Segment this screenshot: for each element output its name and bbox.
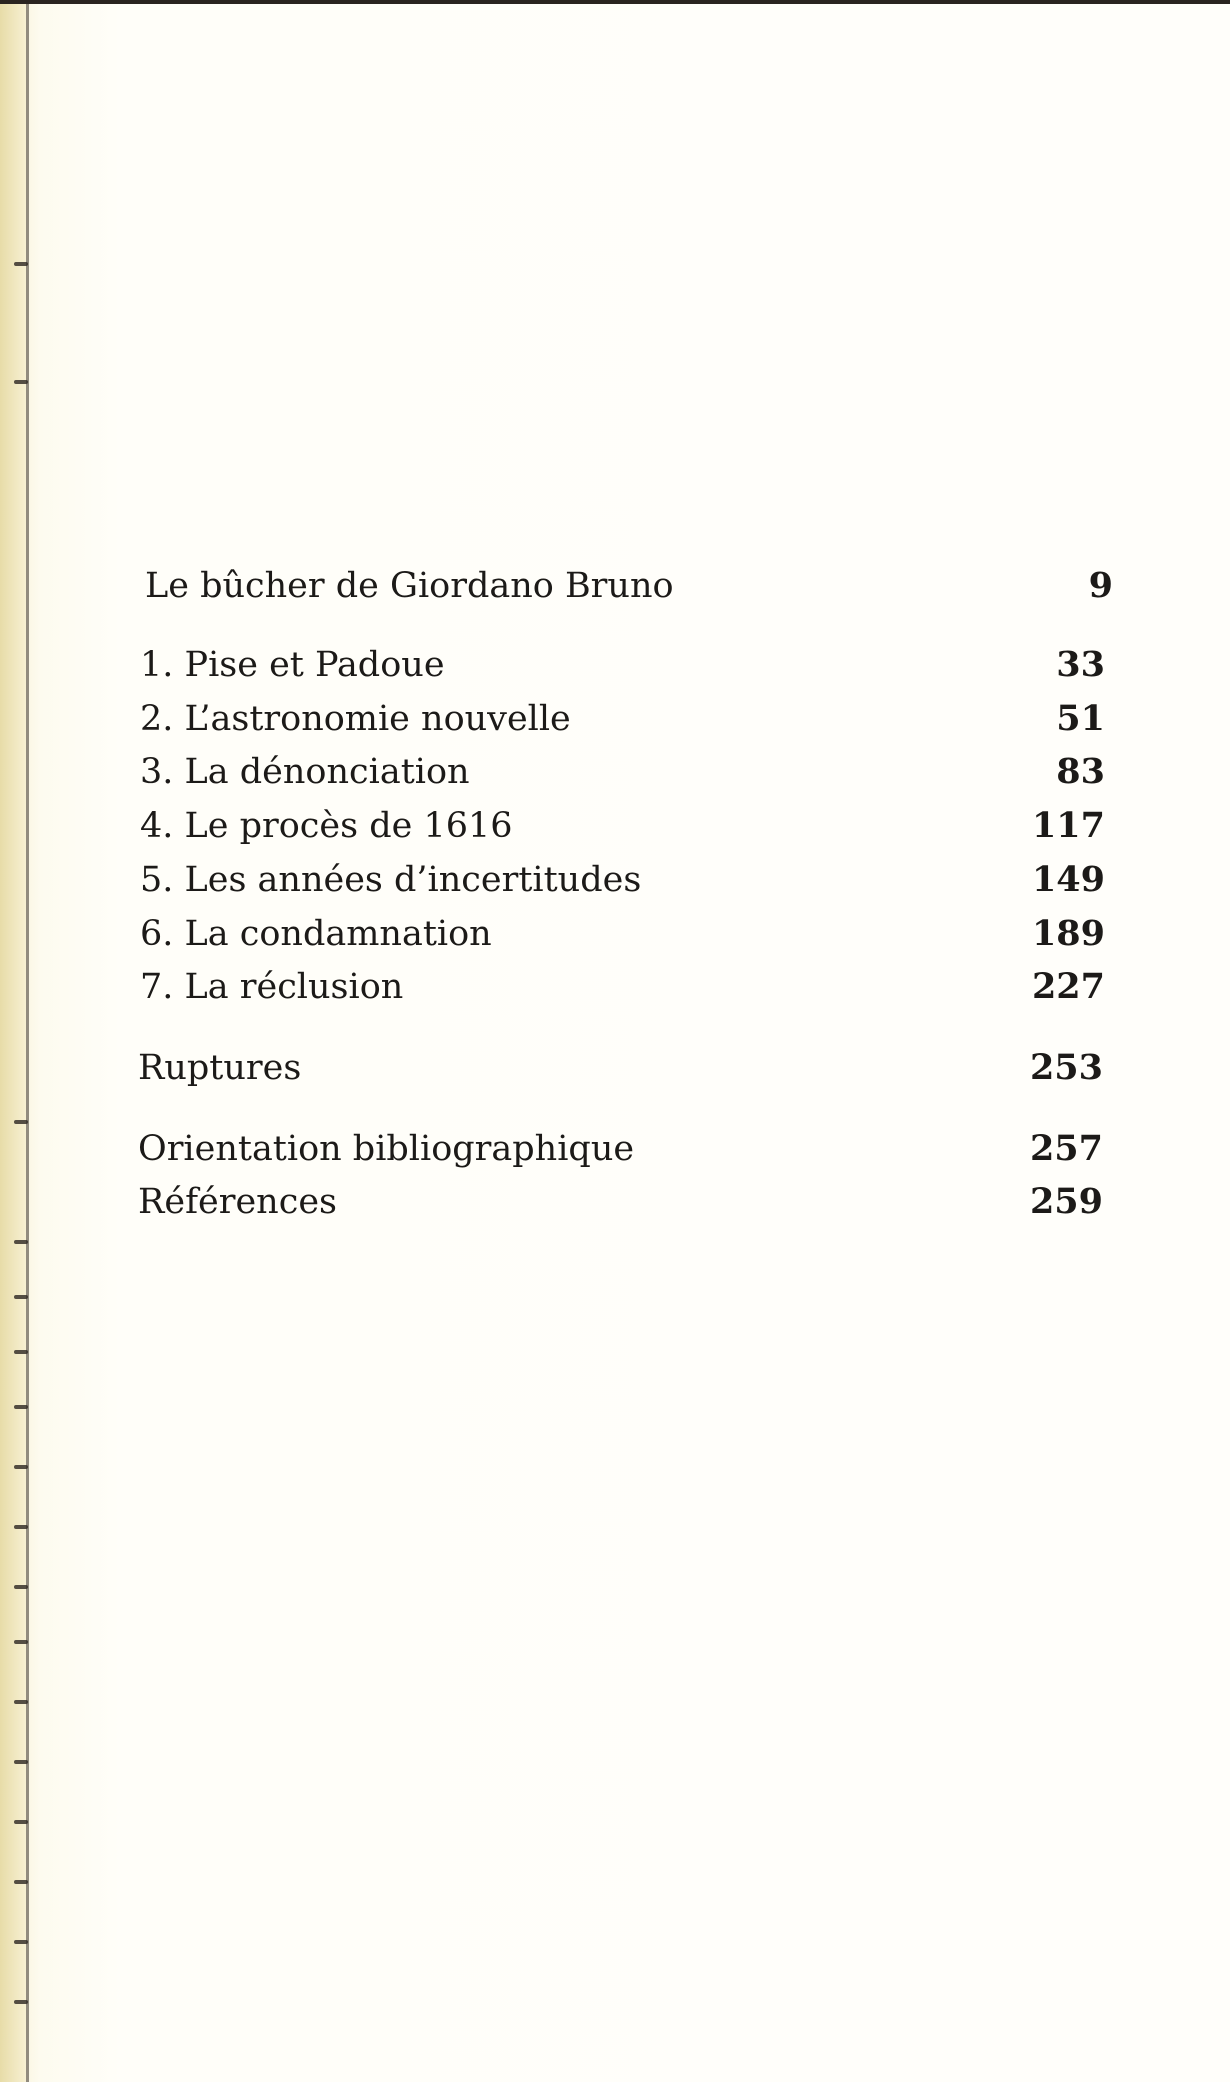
toc-entry-label: 5. Les années d’incertitudes [140, 860, 642, 900]
toc-entry-label: 4. Le procès de 1616 [140, 806, 513, 846]
toc-entry-page: 83 [1056, 751, 1105, 792]
toc-entry-page: 253 [1029, 1047, 1103, 1088]
toc-entry-page: 227 [1031, 966, 1105, 1007]
toc-entry-label: Le bûcher de Giordano Bruno [145, 566, 674, 606]
toc-entry-label: 3. La dénonciation [140, 752, 470, 792]
toc-entry-page: 189 [1031, 913, 1105, 954]
toc-entry-label: 1. Pise et Padoue [140, 645, 445, 685]
toc-entry-page: 149 [1031, 859, 1105, 900]
toc-entry-label: Références [138, 1182, 337, 1222]
toc-entry-page: 117 [1031, 805, 1105, 846]
toc-entry-page: 51 [1056, 698, 1105, 739]
toc-entry-label: 6. La condamnation [140, 914, 492, 954]
toc-entry-page: 259 [1029, 1181, 1103, 1222]
toc-entry-label: 2. L’astronomie nouvelle [140, 699, 571, 739]
toc-entry-label: Ruptures [138, 1048, 302, 1088]
toc-entry-page: 33 [1056, 644, 1105, 685]
toc-entry-page: 9 [1088, 565, 1113, 606]
toc-entry-label: Orientation bibliographique [138, 1129, 635, 1169]
toc-entry-page: 257 [1029, 1128, 1103, 1169]
toc-entry-label: 7. La réclusion [140, 967, 404, 1007]
